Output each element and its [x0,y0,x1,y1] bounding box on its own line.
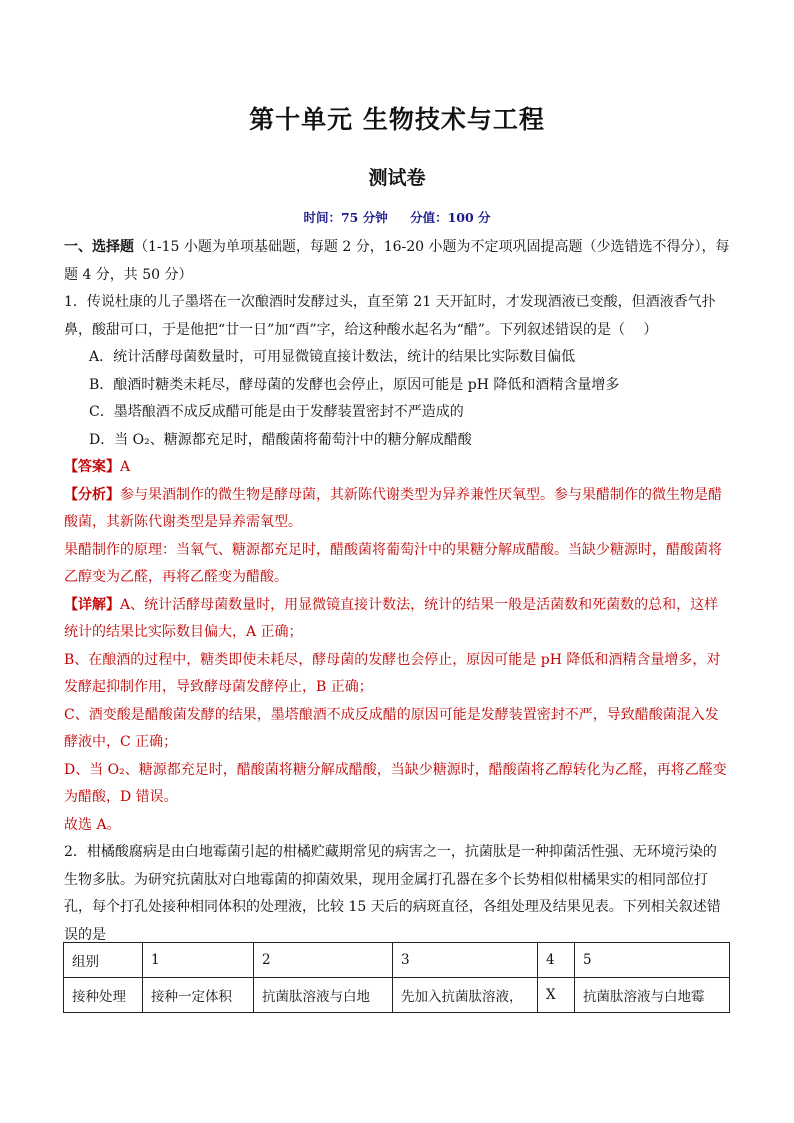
analysis-label: 【分析】 [64,486,120,503]
page-subtitle: 测试卷 [368,167,426,189]
table-cell: 接种一定体积 [143,978,254,1013]
section-label: 一、选择题 [64,239,134,255]
exam-time: 时间：75 分钟 [303,210,388,225]
table-cell: 2 [254,943,393,978]
question-1-detail-b: B、在酿酒的过程中，糖类即使未耗尽，酵母菌的发酵也会停止，原因可能是 pH 降低和酒精含量增多，对发酵起抑制作用，导致酵母菌发酵停止，B 正确； [64,651,721,695]
table-cell: 先加入抗菌肽溶液， [393,978,538,1013]
exam-meta [0,208,794,226]
analysis-text: 参与果酒制作的微生物是酵母菌，其新陈代谢类型为异养兼性厌氧型。参与果醋制作的微生物是醋酸菌，其新陈代谢类型是异养需氧型。 [64,486,722,530]
table-cell: 抗菌肽溶液与白地霉 [575,978,730,1013]
question-1-stem: 1．传说杜康的儿子墨塔在一次酿酒时发酵过头，直至第 21 天开缸时，才发现酒液已变酸，但酒液香气扑鼻，酸甜可口，于是他把“廿一日”加“酉”字，给这种酸水起名为“醋”。下列叙述错误的是（ ） [64,294,716,338]
table-row [64,943,730,978]
section-heading [64,234,730,289]
question-1-analysis [64,482,730,537]
question-1-conclusion: 故选 A。 [64,816,121,833]
answer-label: 【答案】 [64,459,120,475]
question-1-answer [64,454,730,482]
table-cell: 5 [575,943,730,978]
section-note: （1-15 小题为单项基础题，每题 2 分，16-20 小题为不定项巩固提高题（少选错选不得分），每题 4 分，共 50 分） [64,239,730,283]
question-1-detail-d: D、当 O₂、糖源都充足时，醋酸菌将糖分解成醋酸，当缺少糖源时，醋酸菌将乙醇转化为乙醛，再将乙醛变为醋酸，D 错误。 [64,761,727,805]
answer-value: A [120,459,131,475]
question-1-option-b: B．酿酒时糖类未耗尽，酵母菌的发酵也会停止，原因可能是 pH 降低和酒精含量增多 [89,376,620,393]
question-1-principle: 果醋制作的原理：当氧气、糖源都充足时，醋酸菌将葡萄汁中的果糖分解成醋酸。当缺少糖源时，醋酸菌将乙醇变为乙醛，再将乙醛变为醋酸。 [64,541,722,585]
page-title: 第十单元 生物技术与工程 [249,105,545,134]
question-1-option-d: D．当 O₂、糖源都充足时，醋酸菌将葡萄汁中的糖分解成醋酸 [89,431,472,448]
table-cell: 4 [538,943,575,978]
detail-label: 【详解】 [64,596,120,613]
question-2-stem: 2．柑橘酸腐病是由白地霉菌引起的柑橘贮藏期常见的病害之一，抗菌肽是一种抑菌活性强、无环境污染的生物多肽。为研究抗菌肽对白地霉菌的抑菌效果，现用金属打孔器在多个长势相似柑橘果实的相同部位打孔，每个打孔处接种相同体积的处理液，比较 15 天后的病斑直径，各组处理及结果见表。下列相关叙述错误的是 [64,844,721,943]
table-row [64,978,730,1013]
table-cell: 组别 [64,943,143,978]
table-cell: 3 [393,943,538,978]
table-cell: 接种处理 [64,978,143,1013]
results-table [63,942,730,1013]
document-body [64,234,730,949]
question-1-option-a: A．统计活酵母菌数量时，可用显微镜直接计数法，统计的结果比实际数目偏低 [89,349,576,365]
table-cell: 1 [143,943,254,978]
table-cell: 抗菌肽溶液与白地 [254,978,393,1013]
question-1-detail-c: C、酒变酸是醋酸菌发酵的结果，墨塔酿酒不成反成醋的原因可能是发酵装置密封不严，导致醋酸菌混入发酵液中，C 正确； [64,706,719,750]
detail-a-text: A、统计活酵母菌数量时，用显微镜直接计数法，统计的结果一般是活菌数和死菌数的总和，这样统计的结果比实际数目偏大，A 正确； [64,596,719,640]
question-1-detail-a [64,592,730,647]
exam-score: 分值：100 分 [410,210,491,225]
question-1-option-c: C．墨塔酿酒不成反成醋可能是由于发酵装置密封不严造成的 [89,404,464,420]
table-cell: X [538,978,575,1013]
